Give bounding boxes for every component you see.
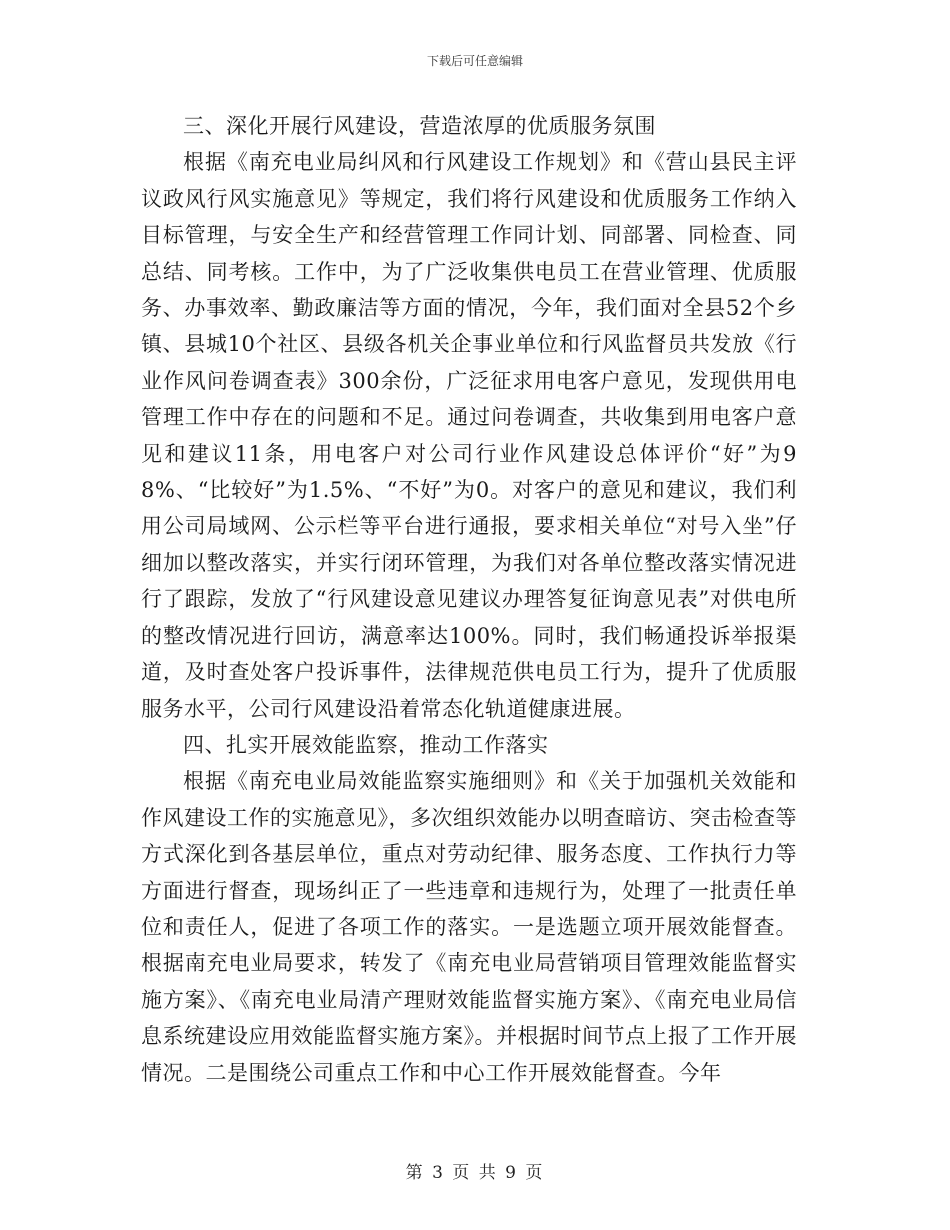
- section-paragraph-3: 根据《南充电业局纠风和行风建设工作规划》和《营山县民主评议政风行风实施意见》等规定，我们将行风建设和优质服务工作纳入目标管理，与安全生产和经营管理工作同计划、同部署、同检查、同总结、同考核。工作中，为了广泛收集供电员工在营业管理、优质服务、办事效率、勤政廉洁等方面的情况，今年，我们面对全县52个乡镇、县城10个社区、县级各机关企事业单位和行风监督员共发放《行业作风问卷调查表》300余份，广泛征求用电客户意见，发现供用电管理工作中存在的问题和不足。通过问卷调查，共收集到用电客户意见和建议11条，用电客户对公司行业作风建设总体评价“好”为98%、“比较好”为1.5%、“不好”为0。对客户的意见和建议，我们利用公司局域网、公示栏等平台进行通报，要求相关单位“对号入坐”仔细加以整改落实，并实行闭环管理，为我们对各单位整改落实情况进行了跟踪，发放了“行风建设意见建议办理答复征询意见表”对供电所的整改情况进行回访，满意率达100%。同时，我们畅通投诉举报渠道，及时查处客户投诉事件，法律规范供电员工行为，提升了优质服服务水平，公司行风建设沿着常态化轨道健康进展。: [141, 150, 797, 721]
- page-number-footer: 第 3 页 共 9 页: [405, 1163, 545, 1183]
- section-heading-4: 四、扎实开展效能监察，推动工作落实: [183, 732, 549, 757]
- document-body: [141, 108, 797, 1091]
- section-paragraph-4: 根据《南充电业局效能监察实施细则》和《关于加强机关效能和作风建设工作的实施意见》，多次组织效能办以明查暗访、突击检查等方式深化到各基层单位，重点对劳动纪律、服务态度、工作执行力等方面进行督查，现场纠正了一些违章和违规行为，处理了一批责任单位和责任人，促进了各项工作的落实。一是选题立项开展效能督查。根据南充电业局要求，转发了《南充电业局营销项目管理效能监督实施方案》、《南充电业局清产理财效能监督实施方案》、《南充电业局信息系统建设应用效能监督实施方案》。并根据时间节点上报了工作开展情况。二是围绕公司重点工作和中心工作开展效能督查。今年: [141, 769, 797, 1085]
- page-header: 下载后可任意编辑: [426, 54, 523, 68]
- section-heading-3: 三、深化开展行风建设，营造浓厚的优质服务氛围: [183, 114, 656, 138]
